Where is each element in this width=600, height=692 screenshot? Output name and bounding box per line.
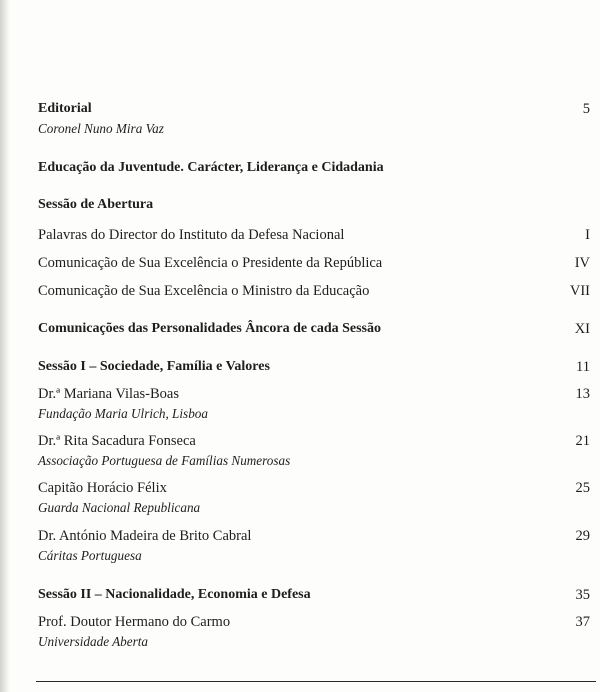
page-number: XI [574, 321, 590, 337]
toc-entry-opening-2[interactable] [38, 253, 592, 273]
page-number: VII [569, 283, 590, 299]
entry-organization: Associação Portuguesa de Famílias Numerosas [38, 453, 291, 468]
page-number: 13 [575, 386, 590, 402]
page-number: 21 [575, 433, 590, 449]
section-heading-session-1[interactable] [38, 357, 592, 377]
page-number: IV [574, 255, 590, 271]
entry-author-name: Dr. António Madeira de Brito Cabral [38, 528, 252, 544]
binding-gutter [0, 0, 10, 692]
entry-organization: Universidade Aberta [38, 634, 149, 649]
toc-entry-session1-3[interactable] [38, 478, 592, 518]
theme-title-text: Educação da Juventude. Carácter, Liderança e Cidadania [38, 160, 384, 175]
footer-rule [36, 681, 596, 682]
entry-title: Comunicações das Personalidades Âncora de cada Sessão [38, 321, 382, 336]
page-number: 35 [575, 587, 590, 603]
section-heading-text: Sessão I – Sociedade, Família e Valores [38, 359, 270, 374]
entry-author-name: Dr.ª Rita Sacadura Fonseca [38, 433, 196, 449]
entry-title: Palavras do Director do Instituto da Defesa Nacional [38, 227, 345, 243]
section-heading-session-2[interactable] [38, 585, 592, 605]
toc-entry-anchors[interactable] [38, 319, 592, 339]
section-heading-text: Sessão de Abertura [38, 197, 154, 212]
entry-organization: Fundação Maria Ulrich, Lisboa [38, 406, 208, 421]
entry-author-name: Prof. Doutor Hermano do Carmo [38, 614, 231, 630]
section-heading-text: Sessão II – Nacionalidade, Economia e Defesa [38, 587, 311, 602]
theme-title [38, 158, 592, 178]
entry-organization: Guarda Nacional Republicana [38, 500, 201, 515]
page-number: 37 [575, 614, 590, 630]
page-number: 5 [582, 101, 590, 117]
entry-title: Comunicação de Sua Excelência o Presidente da República [38, 255, 383, 271]
entry-title: Editorial [38, 101, 92, 116]
toc-entry-session1-1[interactable] [38, 384, 592, 424]
toc-entry-opening-3[interactable] [38, 281, 592, 301]
entry-organization: Cáritas Portuguesa [38, 548, 142, 563]
toc-entry-opening-1[interactable] [38, 225, 592, 245]
entry-author-name: Capitão Horácio Félix [38, 480, 167, 496]
toc-entry-session1-4[interactable] [38, 526, 592, 566]
page-number: 29 [575, 528, 590, 544]
toc-entry-session1-2[interactable] [38, 431, 592, 471]
entry-author-name: Dr.ª Mariana Vilas-Boas [38, 386, 179, 402]
entry-author: Coronel Nuno Mira Vaz [38, 121, 164, 136]
toc-entry-editorial[interactable] [38, 99, 592, 139]
page-number: 25 [575, 480, 590, 496]
section-heading-opening [38, 195, 592, 215]
toc-entry-session2-1[interactable] [38, 612, 592, 652]
entry-title: Comunicação de Sua Excelência o Ministro da Educação [38, 283, 370, 299]
page-number: 11 [576, 359, 590, 375]
page-number: I [585, 227, 590, 243]
